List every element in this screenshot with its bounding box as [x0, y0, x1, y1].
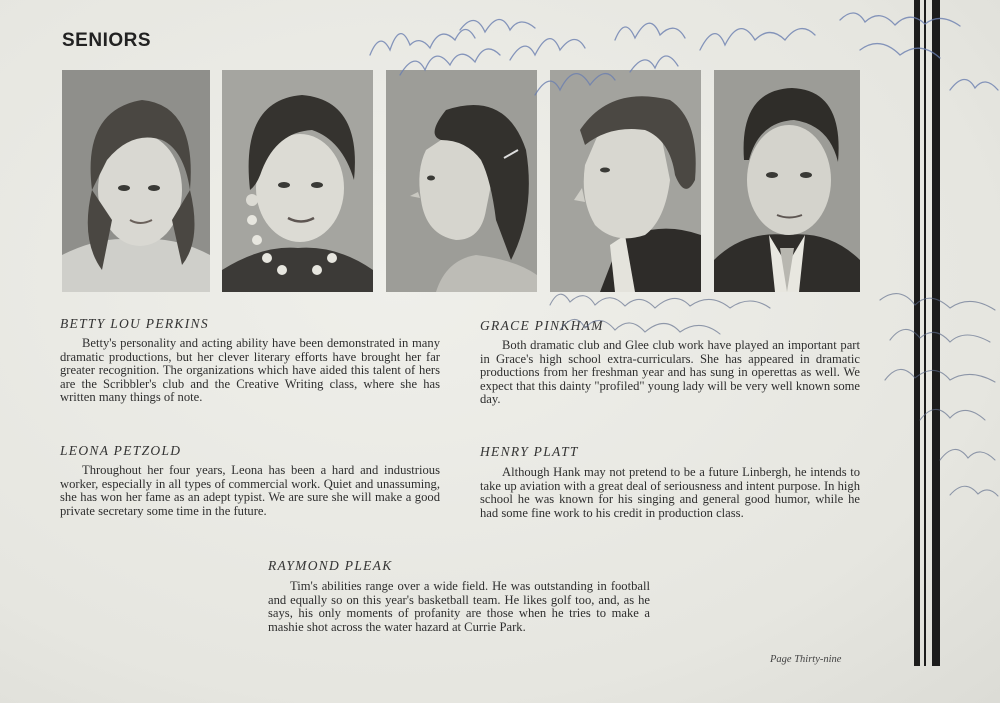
page-number: Page Thirty-nine — [770, 654, 842, 665]
portrait-grace-pinkham — [386, 70, 537, 292]
senior-name-betty: BETTY LOU PERKINS — [60, 316, 209, 331]
senior-bio-raymond: Tim's abilities range over a wide field. He was outstanding in football and equally so on this year's basketball team. He likes golf too, and, as he says, his only moments of profanity are those when he tries to make a mashie shot across the water hazard at Currie Park. — [268, 579, 650, 634]
border-rule-thin — [924, 0, 926, 666]
senior-bio-leona: Throughout her four years, Leona has been a hard and industrious worker, especially in all types of commercial work. Quiet and unassuming, she has won her fame as an adept typist. We are sure she will make a good private secretary some time in the future. — [60, 463, 440, 518]
portrait-leona-petzold — [222, 70, 373, 292]
portrait-henry-platt — [550, 70, 701, 292]
portrait-betty-lou-perkins — [62, 70, 210, 292]
senior-bio-grace: Both dramatic club and Glee club work have played an important part in Grace's high school extra-curriculars. She has appeared in dramatic productions from her freshman year and has sung in operettas as well. We expect that this dainty "profiled" young lady will be very well known some day. — [480, 338, 860, 407]
senior-name-henry: HENRY PLATT — [480, 444, 579, 459]
border-rule-thick — [914, 0, 920, 666]
senior-name-grace: GRACE PINKHAM — [480, 318, 604, 333]
senior-bio-henry: Although Hank may not pretend to be a future Linbergh, he intends to take up aviation with a great deal of seriousness and intent purpose. In high school he was known for his singing and general good humor, while he had some fine work to his credit in production class. — [480, 465, 860, 520]
page-title: SENIORS — [62, 30, 152, 51]
senior-name-raymond: RAYMOND PLEAK — [268, 558, 393, 573]
border-rule-outer — [932, 0, 940, 666]
senior-name-leona: LEONA PETZOLD — [60, 443, 182, 458]
portrait-raymond-pleak — [714, 70, 860, 292]
senior-bio-betty: Betty's personality and acting ability have been demonstrated in many dramatic productions, but her clever literary efforts have brought her far greater recognition. The organizations which have aided this talent of hers are the Scribbler's club and the Creative Writing class, where she has written many things of note. — [60, 336, 440, 405]
